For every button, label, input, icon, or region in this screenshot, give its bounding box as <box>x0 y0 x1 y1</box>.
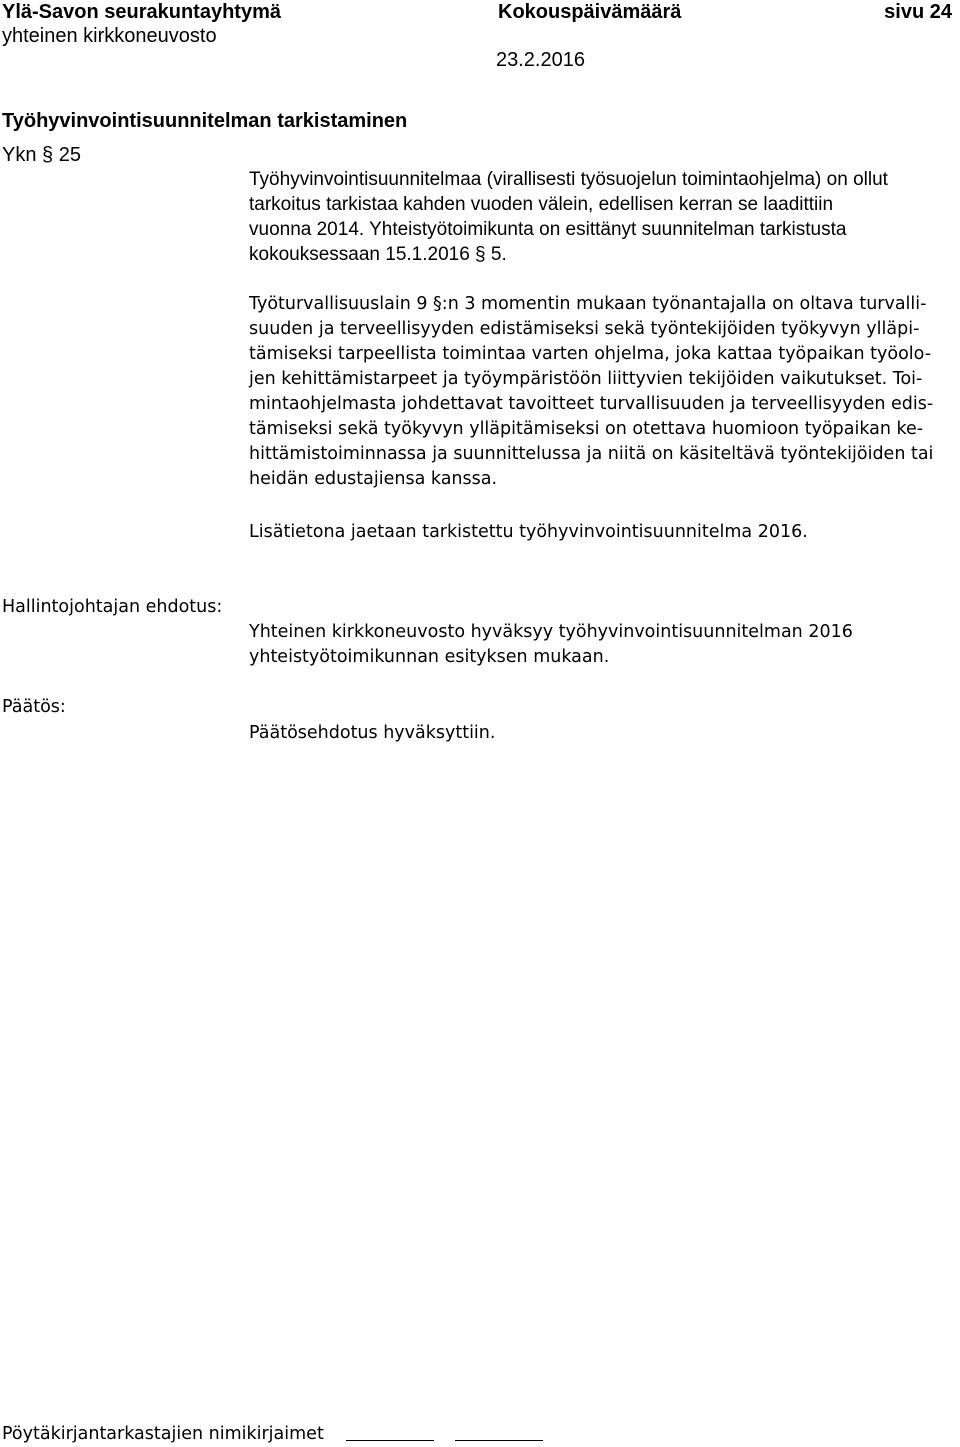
page-number: sivu 24 <box>884 1 952 23</box>
law-line: heidän edustajiensa kanssa. <box>249 469 498 489</box>
intro-line: tarkoitus tarkistaa kahden vuoden välein, edellisen kerran se laadittiin <box>249 194 834 215</box>
organization-body: yhteinen kirkkoneuvosto <box>2 25 217 47</box>
law-line: hittämistoiminnassa ja suunnittelussa ja niitä on käsiteltävä työntekijöiden tai <box>249 444 934 464</box>
proposal-text <box>249 620 960 670</box>
info-line: Lisätietona jaetaan tarkistettu työhyvinvointisuunnitelma 2016. <box>249 522 808 542</box>
meeting-date-value: 23.2.2016 <box>496 49 585 71</box>
intro-paragraph <box>249 167 960 267</box>
signature-line-2 <box>455 1440 543 1441</box>
section-title: Työhyvinvointisuunnitelman tarkistaminen <box>2 110 408 132</box>
meeting-date-label: Kokouspäivämäärä <box>498 1 682 23</box>
footer-signature-label: Pöytäkirjantarkastajien nimikirjaimet <box>2 1424 324 1444</box>
intro-line: vuonna 2014. Yhteistyötoimikunta on esittänyt suunnitelman tarkistusta <box>249 219 847 240</box>
signature-line-1 <box>346 1440 434 1441</box>
law-line: suuden ja terveellisyyden edistämiseksi sekä työntekijöiden työkyvyn ylläpi- <box>249 319 920 339</box>
intro-line: kokouksessaan 15.1.2016 § 5. <box>249 244 507 265</box>
decision-label: Päätös: <box>2 697 66 717</box>
law-line: tämiseksi sekä työkyvyn ylläpitämiseksi on otettava huomioon työpaikan ke- <box>249 419 924 439</box>
law-paragraph <box>249 292 960 492</box>
decision-line: Päätösehdotus hyväksyttiin. <box>249 723 496 743</box>
proposal-line: yhteistyötoimikunnan esityksen mukaan. <box>249 647 610 667</box>
law-line: tämiseksi tarpeellista toimintaa varten ohjelma, joka kattaa työpaikan työolo- <box>249 344 932 364</box>
info-paragraph <box>249 520 960 545</box>
law-line: Työturvallisuuslain 9 §:n 3 momentin mukaan työnantajalla on oltava turvalli- <box>249 294 927 314</box>
organization-name: Ylä-Savon seurakuntayhtymä <box>2 1 281 23</box>
section-number: Ykn § 25 <box>2 144 81 166</box>
intro-line: Työhyvinvointisuunnitelmaa (virallisesti työsuojelun toimintaohjelma) on ollut <box>249 169 888 190</box>
law-line: jen kehittämistarpeet ja työympäristöön liittyvien tekijöiden vaikutukset. Toi- <box>249 369 923 389</box>
decision-text <box>249 721 960 746</box>
proposal-label: Hallintojohtajan ehdotus: <box>2 597 223 617</box>
law-line: mintaohjelmasta johdettavat tavoitteet turvallisuuden ja terveellisyyden edis- <box>249 394 934 414</box>
proposal-line: Yhteinen kirkkoneuvosto hyväksyy työhyvinvointisuunnitelman 2016 <box>249 622 853 642</box>
